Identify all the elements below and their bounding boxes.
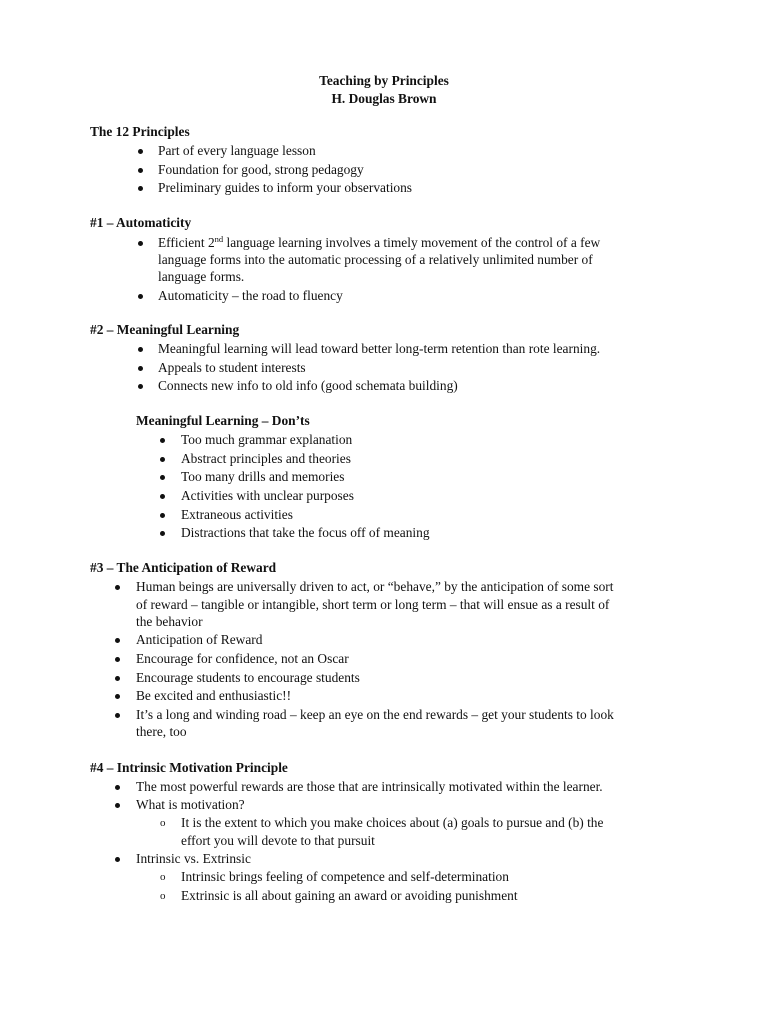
superscript: nd bbox=[214, 234, 224, 244]
list-item: What is motivation? bbox=[136, 797, 245, 812]
list-item-text: language learning involves a timely movement of the control of a few bbox=[223, 235, 601, 250]
circle-bullet-icon: o bbox=[160, 890, 166, 902]
list-item: Too many drills and memories bbox=[181, 469, 345, 484]
sub-list-item: Intrinsic brings feeling of competence and self-determination bbox=[181, 869, 509, 884]
list-item-continuation: language forms. bbox=[158, 269, 245, 284]
bullet-icon bbox=[115, 785, 120, 790]
bullet-icon bbox=[138, 186, 143, 191]
bullet-icon bbox=[138, 149, 143, 154]
list-item: Anticipation of Reward bbox=[136, 632, 263, 647]
sub-list-item: Extrinsic is all about gaining an award or avoiding punishment bbox=[181, 888, 518, 903]
bullet-icon bbox=[138, 384, 143, 389]
sub-list-item: It is the extent to which you make choices about (a) goals to pursue and (b) the bbox=[181, 815, 604, 830]
bullet-icon bbox=[138, 168, 143, 173]
bullet-icon bbox=[115, 676, 120, 681]
list-item: Activities with unclear purposes bbox=[181, 488, 354, 503]
section-heading-automaticity: #1 – Automaticity bbox=[90, 215, 192, 230]
list-item: Be excited and enthusiastic!! bbox=[136, 688, 292, 703]
circle-bullet-icon: o bbox=[160, 817, 166, 829]
list-item bbox=[158, 234, 600, 253]
list-item: Meaningful learning will lead toward better long-term retention than rote learning. bbox=[158, 341, 601, 356]
list-item: Part of every language lesson bbox=[158, 143, 316, 158]
list-item: It’s a long and winding road – keep an eye on the end rewards – get your students to look bbox=[136, 707, 614, 722]
bullet-icon bbox=[138, 366, 143, 371]
circle-bullet-icon: o bbox=[160, 871, 166, 883]
list-item: Abstract principles and theories bbox=[181, 451, 351, 466]
section-heading-anticipation-of-reward: #3 – The Anticipation of Reward bbox=[90, 560, 277, 575]
list-item: Encourage students to encourage students bbox=[136, 670, 360, 685]
list-item-continuation: there, too bbox=[136, 724, 187, 739]
list-item-text: Efficient 2 bbox=[158, 235, 215, 250]
bullet-icon bbox=[138, 294, 143, 299]
bullet-icon bbox=[115, 803, 120, 808]
list-item: Human beings are universally driven to act, or “behave,” by the anticipation of some sort bbox=[136, 579, 614, 594]
list-item: Foundation for good, strong pedagogy bbox=[158, 162, 364, 177]
list-item: Distractions that take the focus off of meaning bbox=[181, 525, 430, 540]
list-item: Intrinsic vs. Extrinsic bbox=[136, 851, 251, 866]
list-item: Extraneous activities bbox=[181, 507, 293, 522]
list-item: Connects new info to old info (good schemata building) bbox=[158, 378, 458, 393]
bullet-icon bbox=[115, 694, 120, 699]
list-item: Encourage for confidence, not an Oscar bbox=[136, 651, 349, 666]
bullet-icon bbox=[138, 347, 143, 352]
bullet-icon bbox=[160, 438, 165, 443]
list-item-continuation: the behavior bbox=[136, 614, 203, 629]
list-item: Automaticity – the road to fluency bbox=[158, 288, 343, 303]
bullet-icon bbox=[160, 494, 165, 499]
list-item: Preliminary guides to inform your observations bbox=[158, 180, 413, 195]
section-heading-12-principles: The 12 Principles bbox=[90, 124, 190, 139]
bullet-icon bbox=[160, 475, 165, 480]
list-item: Appeals to student interests bbox=[158, 360, 306, 375]
section-heading-meaningful-learning: #2 – Meaningful Learning bbox=[90, 322, 240, 337]
bullet-icon bbox=[115, 657, 120, 662]
bullet-icon bbox=[115, 713, 120, 718]
bullet-icon bbox=[160, 531, 165, 536]
sub-heading-donts: Meaningful Learning – Don’ts bbox=[136, 413, 310, 428]
list-item: Too much grammar explanation bbox=[181, 432, 353, 447]
list-item-continuation: language forms into the automatic processing of a relatively unlimited number of bbox=[158, 252, 593, 267]
document-author: H. Douglas Brown bbox=[331, 91, 437, 106]
section-heading-intrinsic-motivation: #4 – Intrinsic Motivation Principle bbox=[90, 760, 288, 775]
document-title: Teaching by Principles bbox=[319, 73, 449, 88]
bullet-icon bbox=[160, 457, 165, 462]
bullet-icon bbox=[138, 241, 143, 246]
list-item: The most powerful rewards are those that are intrinsically motivated within the learner. bbox=[136, 779, 603, 794]
bullet-icon bbox=[115, 585, 120, 590]
bullet-icon bbox=[160, 513, 165, 518]
list-item-continuation: of reward – tangible or intangible, short term or long term – that will ensue as a result of bbox=[136, 597, 610, 612]
bullet-icon bbox=[115, 638, 120, 643]
sub-list-item-continuation: effort you will devote to that pursuit bbox=[181, 833, 375, 848]
bullet-icon bbox=[115, 857, 120, 862]
